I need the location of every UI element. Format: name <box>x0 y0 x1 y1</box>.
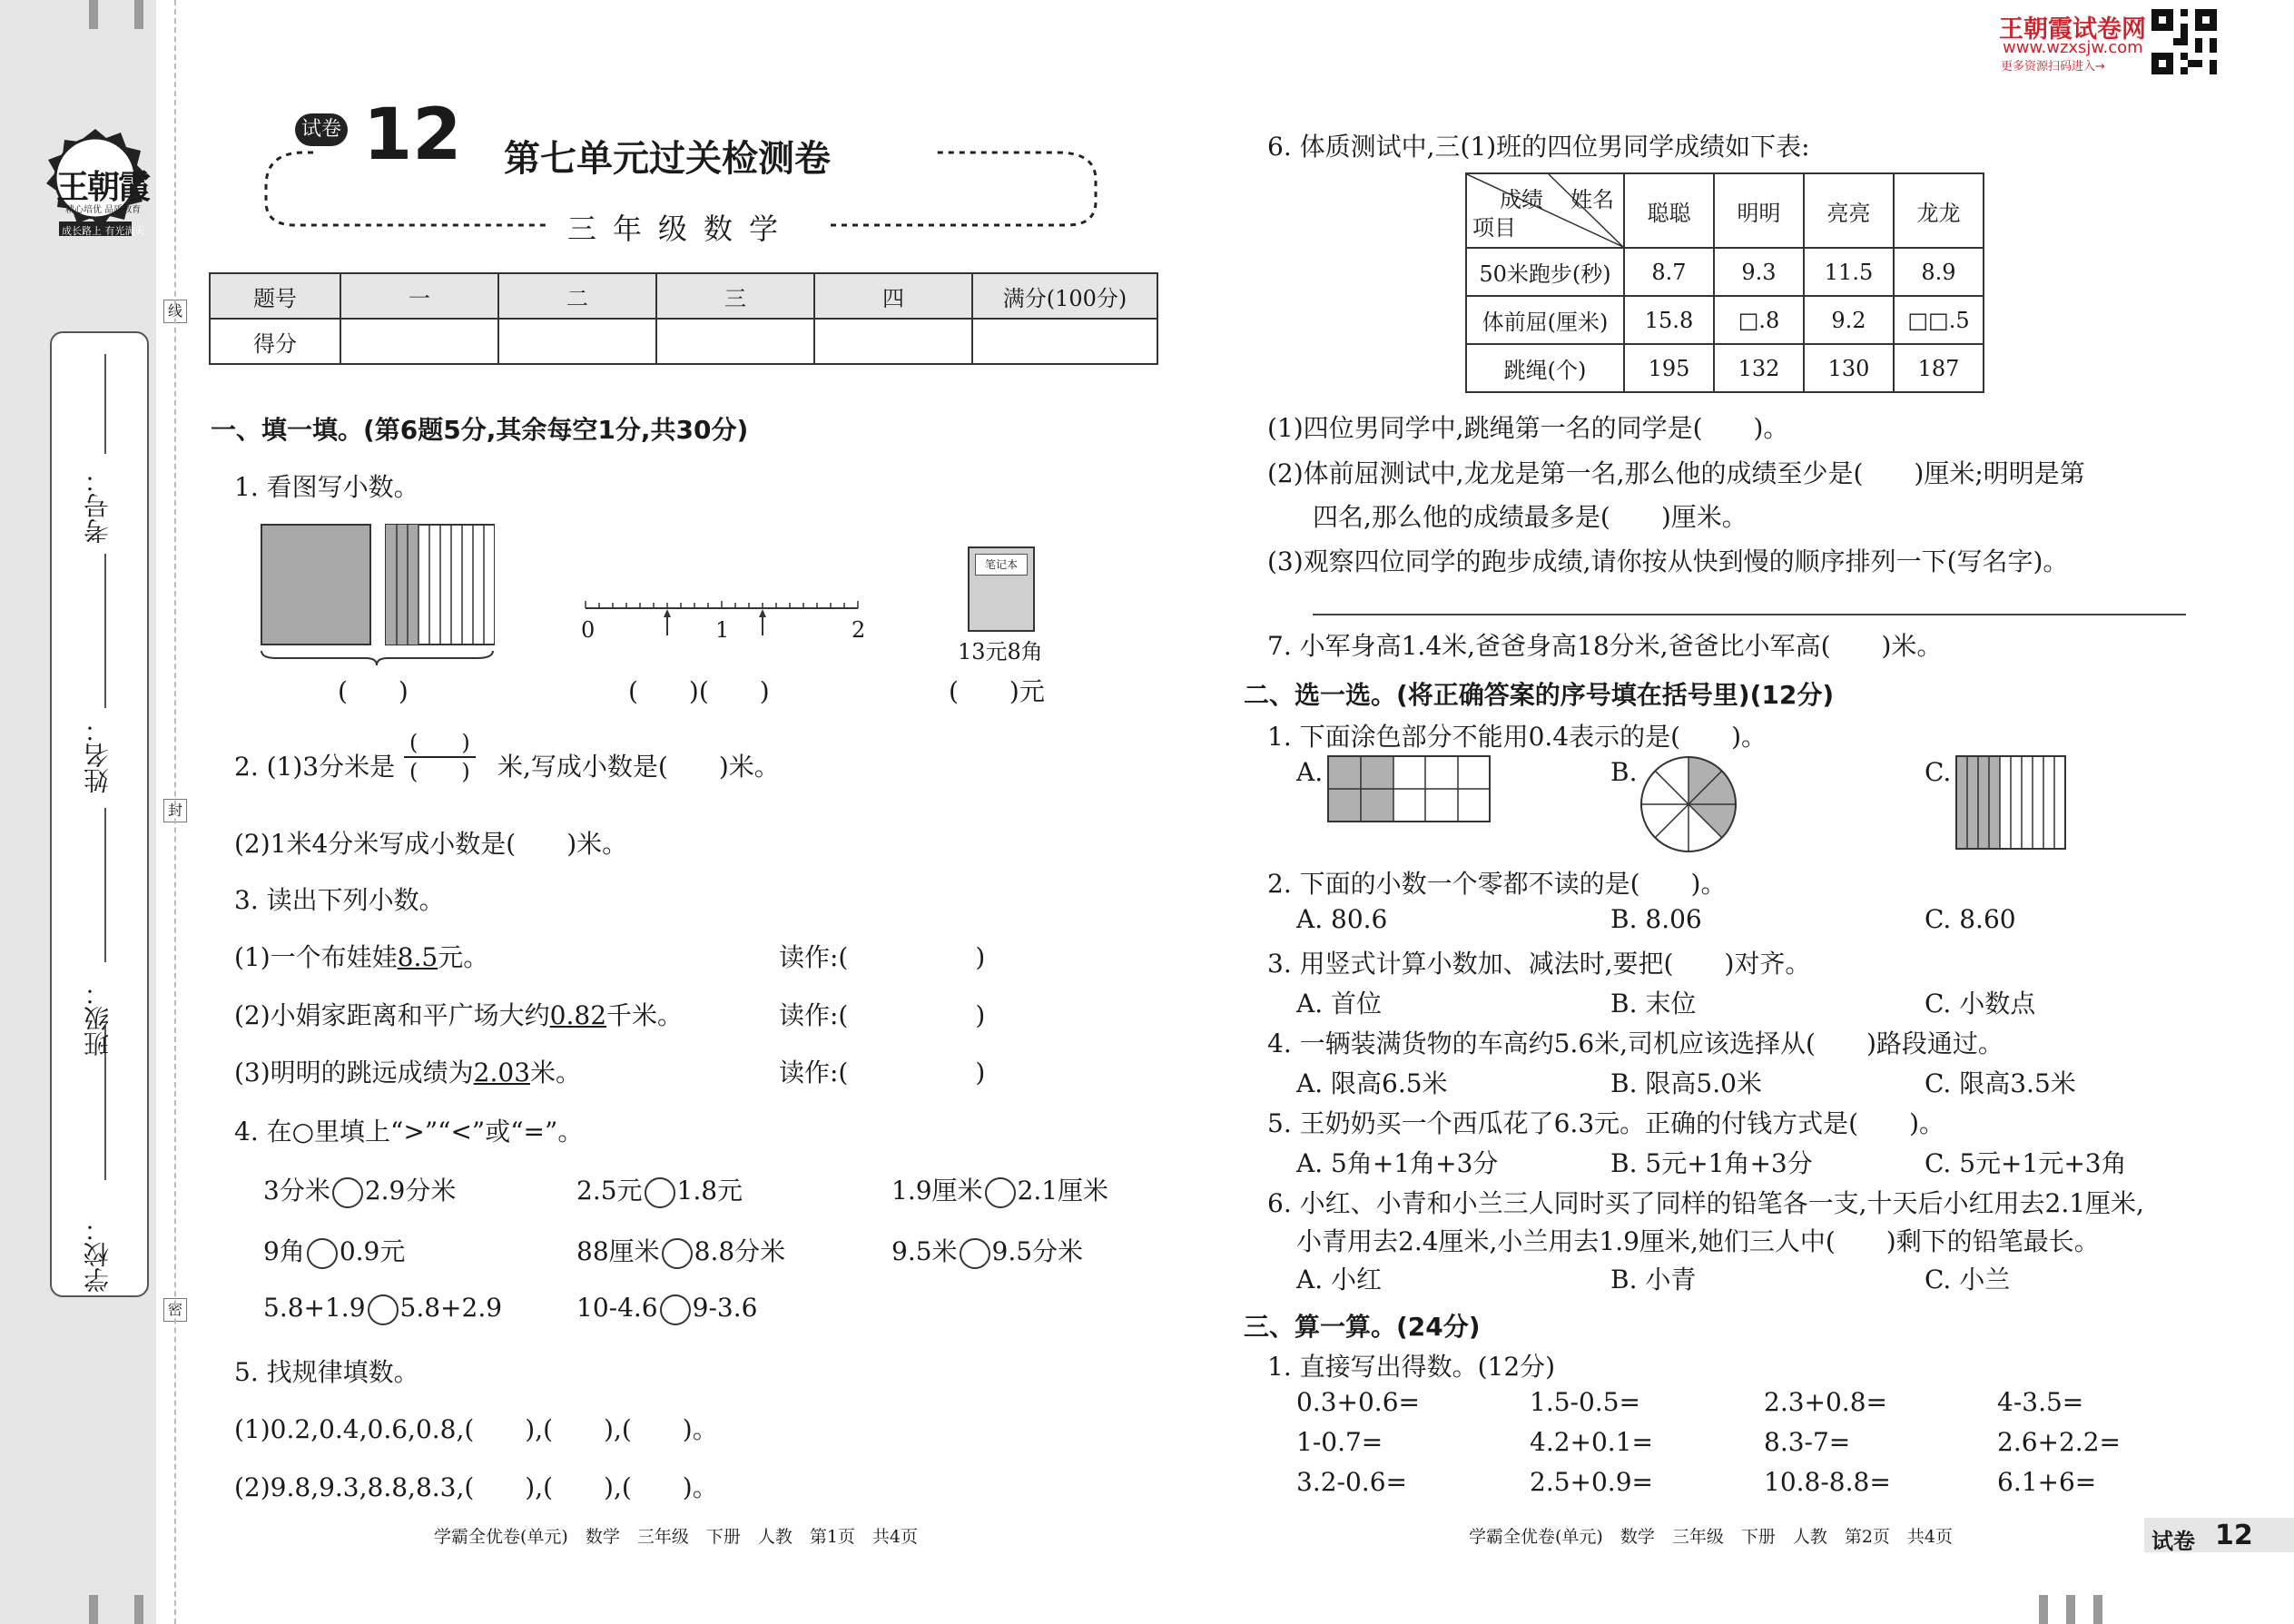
table-cell: 187 <box>1894 344 1984 392</box>
q1-3-item <box>234 1053 581 1089</box>
option-c[interactable]: C. 小数点 <box>1925 989 2036 1019</box>
diag-bottom-label: 项目 <box>1472 215 1516 241</box>
option-a-grid[interactable] <box>1327 755 1491 822</box>
table-cell: 132 <box>1714 344 1804 392</box>
score-header: 题号 <box>210 273 340 319</box>
diagonal-header <box>1466 173 1624 248</box>
compare-right: 8.8分米 <box>694 1236 786 1266</box>
option-b[interactable]: B. 末位 <box>1610 989 1697 1019</box>
q1-3-read-answer[interactable]: 读作:( ) <box>779 1058 986 1088</box>
compare-item <box>263 1293 502 1325</box>
compare-item <box>891 1232 1083 1269</box>
corner-mark <box>134 0 143 29</box>
student-name: 亮亮 <box>1804 173 1894 248</box>
compare-item <box>263 1171 456 1208</box>
option-c[interactable]: C. 8.60 <box>1925 904 2016 934</box>
option-b[interactable]: B. 限高5.0米 <box>1610 1068 1762 1098</box>
q2-2-text: 2. 下面的小数一个零都不读的是( )。 <box>1267 869 1727 899</box>
decimal-grid-figure <box>259 522 495 667</box>
page-title: 第七单元过关检测卷 <box>504 137 831 180</box>
q3-1-text: 1. 直接写出得数。(12分) <box>1267 1352 1556 1382</box>
option-b[interactable]: B. 5元+1角+3分 <box>1610 1148 1813 1178</box>
q2-5-text: 5. 王奶奶买一个西瓜花了6.3元。正确的付钱方式是( )。 <box>1267 1108 1944 1138</box>
score-table <box>209 272 1158 365</box>
exam-no-field[interactable] <box>104 354 106 454</box>
score-header: 三 <box>656 273 814 319</box>
compare-right: 1.8元 <box>676 1176 743 1206</box>
score-cell[interactable] <box>972 319 1157 364</box>
item-label: 体前屈(厘米) <box>1466 296 1624 344</box>
calc-item[interactable]: 4-3.5= <box>1997 1387 2084 1417</box>
calc-item[interactable]: 8.3-7= <box>1764 1427 1851 1457</box>
compare-left: 10-4.6 <box>576 1293 658 1323</box>
watermark-brand: 王朝霞试卷网 <box>1999 15 2146 44</box>
fraction-denominator[interactable]: ( ) <box>409 759 470 784</box>
watermark-more: 更多资源扫码进入→ <box>2001 60 2105 74</box>
q1-1-answer-1[interactable]: ( ) <box>338 676 409 706</box>
q1-5-2: (2)9.8,9.3,8.8,8.3,( ),( ),( )。 <box>234 1472 718 1502</box>
q1-3-read-answer[interactable]: 读作:( ) <box>779 942 986 972</box>
logo-name: 王朝霞 <box>56 168 150 206</box>
score-header: 满分(100分) <box>972 273 1157 319</box>
class-field[interactable] <box>104 808 106 962</box>
table-cell: 9.3 <box>1714 248 1804 296</box>
corner-mark <box>134 1595 143 1624</box>
table-cell[interactable]: □.8 <box>1714 296 1804 344</box>
calc-item[interactable]: 2.5+0.9= <box>1530 1467 1653 1497</box>
seal-mark-line: 线 <box>163 300 187 323</box>
footer-left: 学霸全优卷(单元) 数学 三年级 下册 人教 第1页 共4页 <box>434 1527 919 1547</box>
score-cell[interactable] <box>340 319 498 364</box>
q1-1-answer-3[interactable]: ( )元 <box>949 676 1045 706</box>
compare-left: 88厘米 <box>576 1236 660 1266</box>
q1-6-text: 6. 体质测试中,三(1)班的四位男同学成绩如下表: <box>1267 132 1810 162</box>
seal-mark-seal: 封 <box>163 799 187 822</box>
q1-7-text: 7. 小军身高1.4米,爸爸身高18分米,爸爸比小军高( )米。 <box>1267 631 1943 661</box>
q1-1-text: 1. 看图写小数。 <box>234 472 419 502</box>
option-b-label[interactable]: B. <box>1610 757 1638 787</box>
option-a[interactable]: A. 首位 <box>1296 989 1383 1019</box>
diag-top-label: 姓名 <box>1570 187 1614 212</box>
student-name: 明明 <box>1714 173 1804 248</box>
calc-item[interactable]: 1-0.7= <box>1296 1427 1383 1457</box>
calc-item[interactable]: 10.8-8.8= <box>1764 1467 1891 1497</box>
compare-item <box>891 1171 1108 1208</box>
calc-item[interactable]: 3.2-0.6= <box>1296 1467 1407 1497</box>
option-b[interactable]: B. 小青 <box>1610 1265 1697 1294</box>
q1-3-item-number: 8.5 <box>397 942 438 972</box>
q1-6-sub3: (3)观察四位同学的跑步成绩,请你按从快到慢的顺序排列一下(写名字)。 <box>1267 546 2069 576</box>
q2-4-text: 4. 一辆装满货物的车高约5.6米,司机应该选择从( )路段通过。 <box>1267 1029 2004 1058</box>
class-label: 班级： <box>83 980 113 1057</box>
table-cell: 130 <box>1804 344 1894 392</box>
q2-1-text: 1. 下面涂色部分不能用0.4表示的是( )。 <box>1267 722 1767 752</box>
compare-circle[interactable] <box>332 1177 363 1208</box>
page-tab-label: 试卷 <box>2151 1529 2195 1554</box>
logo-slogan: 精心培优 品质教育 <box>65 205 142 215</box>
compare-left: 3分米 <box>263 1176 330 1206</box>
score-row-label: 得分 <box>210 319 340 364</box>
score-cell[interactable] <box>814 319 972 364</box>
q1-3-item-number: 0.82 <box>549 1000 607 1030</box>
table-cell: 8.7 <box>1624 248 1714 296</box>
compare-left: 9.5米 <box>891 1236 958 1266</box>
cut-line <box>174 0 176 1624</box>
compare-left: 2.5元 <box>576 1176 643 1206</box>
calc-item[interactable]: 1.5-0.5= <box>1530 1387 1640 1417</box>
table-cell: 15.8 <box>1624 296 1714 344</box>
exam-badge: 试卷 <box>295 113 348 146</box>
compare-circle[interactable] <box>307 1238 338 1269</box>
number-line-label: 1 <box>715 617 730 643</box>
number-line-label: 2 <box>852 617 866 643</box>
corner-mark <box>2039 1595 2048 1624</box>
item-label: 50米跑步(秒) <box>1466 248 1624 296</box>
q1-3-text: 3. 读出下列小数。 <box>234 885 445 915</box>
compare-right: 9-3.6 <box>692 1293 758 1323</box>
option-a-label[interactable]: A. <box>1296 757 1324 787</box>
q1-6-sub2b: 四名,那么他的成绩最多是( )厘米。 <box>1313 502 1748 532</box>
student-name: 龙龙 <box>1894 173 1984 248</box>
q1-6-sub2a: (2)体前屈测试中,龙龙是第一名,那么他的成绩至少是( )厘米;明明是第 <box>1267 458 2085 488</box>
score-header: 二 <box>498 273 656 319</box>
logo-ribbon: 成长路上 有光满天 <box>62 225 145 237</box>
item-label: 跳绳(个) <box>1466 344 1624 392</box>
compare-circle[interactable] <box>645 1177 675 1208</box>
q1-3-item-text: (3)明明的跳远成绩为 <box>234 1058 474 1088</box>
q1-3-item-text: (2)小娟家距离和平广场大约 <box>234 1000 550 1030</box>
table-cell: 9.2 <box>1804 296 1894 344</box>
option-b[interactable]: B. 8.06 <box>1610 904 1702 934</box>
compare-left: 9角 <box>263 1236 305 1266</box>
q1-4-text: 4. 在○里填上“>”“<”或“=”。 <box>234 1117 584 1147</box>
compare-circle[interactable] <box>985 1177 1016 1208</box>
fitness-table <box>1465 172 1984 393</box>
table-cell: 8.9 <box>1894 248 1984 296</box>
option-c-label[interactable]: C. <box>1925 757 1952 787</box>
exam-no-label: 考号： <box>83 468 113 544</box>
calc-item[interactable]: 6.1+6= <box>1997 1467 2097 1497</box>
compare-item <box>576 1171 743 1208</box>
subject-grade: 三年级数学 <box>567 212 795 246</box>
q1-3-item-text: (1)一个布娃娃 <box>234 942 398 972</box>
school-label: 学校： <box>83 1216 113 1293</box>
option-c[interactable]: C. 限高3.5米 <box>1925 1068 2076 1098</box>
compare-item <box>263 1232 405 1269</box>
score-header: 四 <box>814 273 972 319</box>
option-a[interactable]: A. 小红 <box>1296 1265 1383 1294</box>
corner-mark <box>89 1595 98 1624</box>
q1-3-item <box>234 938 488 974</box>
q1-3-item-unit: 米。 <box>530 1058 582 1088</box>
corner-mark <box>2093 1595 2102 1624</box>
section-1-title: 一、填一填。(第6题5分,其余每空1分,共30分) <box>211 415 749 445</box>
calc-item[interactable]: 0.3+0.6= <box>1296 1387 1420 1417</box>
qr-code-icon[interactable] <box>2151 9 2217 74</box>
option-a[interactable]: A. 限高6.5米 <box>1296 1068 1448 1098</box>
q1-5-text: 5. 找规律填数。 <box>234 1357 419 1387</box>
q1-6-sub1: (1)四位男同学中,跳绳第一名的同学是( )。 <box>1267 413 1789 443</box>
exam-number: 12 <box>363 94 462 176</box>
compare-left: 5.8+1.9 <box>263 1293 366 1323</box>
q1-2-1-b: 米,写成小数是( )米。 <box>497 752 780 782</box>
answer-line[interactable] <box>1313 614 2186 615</box>
fraction-answer[interactable] <box>404 729 476 785</box>
option-a[interactable]: A. 80.6 <box>1296 904 1388 934</box>
compare-circle[interactable] <box>662 1238 693 1269</box>
q2-6-text-a: 6. 小红、小青和小兰三人同时买了同样的铅笔各一支,十天后小红用去2.1厘米, <box>1267 1188 2144 1218</box>
corner-mark <box>2066 1595 2075 1624</box>
q1-5-1: (1)0.2,0.4,0.6,0.8,( ),( ),( )。 <box>234 1414 718 1444</box>
table-cell: 195 <box>1624 344 1714 392</box>
section-3-title: 三、算一算。(24分) <box>1244 1312 1481 1342</box>
q1-1-answer-2[interactable]: ( )( ) <box>628 676 770 706</box>
page-tab <box>2144 1518 2294 1552</box>
table-cell: 11.5 <box>1804 248 1894 296</box>
compare-circle[interactable] <box>960 1238 990 1269</box>
diag-mid-label: 成绩 <box>1500 187 1543 212</box>
option-c-strips[interactable] <box>1955 755 2066 850</box>
notebook-price: 13元8角 <box>958 639 1043 664</box>
compare-circle[interactable] <box>368 1294 399 1325</box>
compare-right: 0.9元 <box>339 1236 406 1266</box>
compare-right: 2.1厘米 <box>1017 1176 1109 1206</box>
compare-item <box>576 1232 785 1269</box>
page-tab-number: 12 <box>2215 1520 2253 1551</box>
table-cell[interactable]: □□.5 <box>1894 296 1984 344</box>
q1-3-item-number: 2.03 <box>473 1058 531 1088</box>
calc-item[interactable]: 2.6+2.2= <box>1997 1427 2121 1457</box>
calc-item[interactable]: 2.3+0.8= <box>1764 1387 1887 1417</box>
compare-item <box>576 1293 757 1325</box>
seal-mark-secret: 密 <box>163 1298 187 1322</box>
footer-right: 学霸全优卷(单元) 数学 三年级 下册 人教 第2页 共4页 <box>1469 1527 1954 1547</box>
compare-left: 1.9厘米 <box>891 1176 983 1206</box>
compare-right: 2.9分米 <box>364 1176 457 1206</box>
corner-mark <box>89 0 98 29</box>
section-2-title: 二、选一选。(将正确答案的序号填在括号里)(12分) <box>1244 680 1835 710</box>
q1-3-item-unit: 千米。 <box>606 1000 684 1030</box>
option-c[interactable]: C. 5元+1元+3角 <box>1925 1148 2127 1178</box>
notebook-icon <box>968 546 1035 632</box>
watermark-url: www.wzxsjw.com <box>2003 38 2143 57</box>
score-header: 一 <box>340 273 498 319</box>
q1-3-item <box>234 996 683 1032</box>
q1-2-2: (2)1米4分米写成小数是( )米。 <box>234 829 628 859</box>
compare-right: 5.8+2.9 <box>399 1293 503 1323</box>
notebook-label: 笔记本 <box>975 554 1028 576</box>
name-field[interactable] <box>104 554 106 708</box>
number-line-label: 0 <box>581 617 596 643</box>
score-cell[interactable] <box>498 319 656 364</box>
q2-6-text-b: 小青用去2.4厘米,小兰用去1.9厘米,她们三人中( )剩下的铅笔最长。 <box>1296 1226 2100 1256</box>
student-name: 聪聪 <box>1624 173 1714 248</box>
q1-3-item-unit: 元。 <box>438 942 489 972</box>
compare-right: 9.5分米 <box>991 1236 1084 1266</box>
calc-item[interactable]: 4.2+0.1= <box>1530 1427 1653 1457</box>
q1-2-1-a: 2. (1)3分米是 <box>234 752 396 782</box>
option-c[interactable]: C. 小兰 <box>1925 1265 2011 1294</box>
option-b-circle[interactable] <box>1639 755 1738 853</box>
compare-circle[interactable] <box>660 1294 691 1325</box>
q2-3-text: 3. 用竖式计算小数加、减法时,要把( )对齐。 <box>1267 949 1811 979</box>
score-cell[interactable] <box>656 319 814 364</box>
q1-3-read-answer[interactable]: 读作:( ) <box>779 1000 986 1030</box>
fraction-numerator[interactable]: ( ) <box>404 729 476 758</box>
option-a[interactable]: A. 5角+1角+3分 <box>1296 1148 1499 1178</box>
name-label: 姓名： <box>83 717 113 793</box>
